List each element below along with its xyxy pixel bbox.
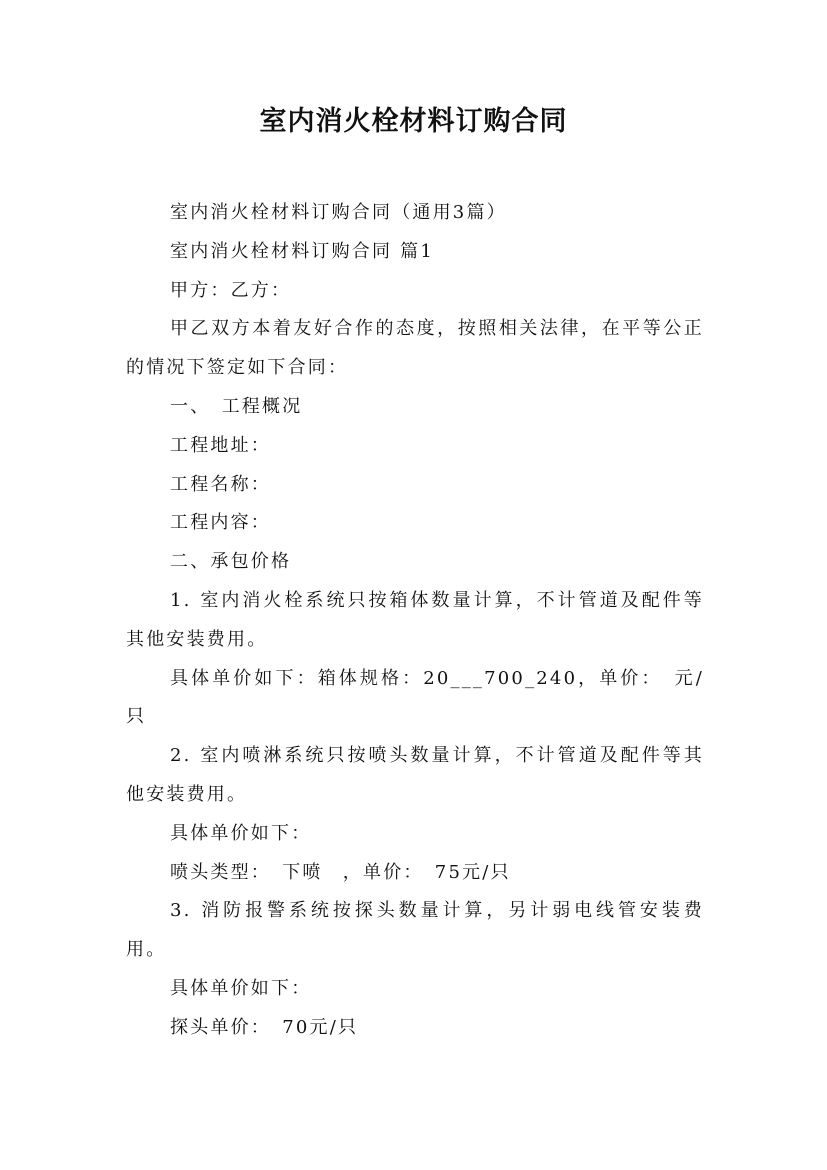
paragraph: 1. 室内消火栓系统只按箱体数量计算，不计管道及配件等其他安装费用。 [126, 589, 704, 650]
paragraph: 甲乙双方本着友好合作的态度，按照相关法律，在平等公正的情况下签定如下合同： [126, 318, 704, 379]
section-heading: 二、承包价格 [170, 551, 292, 573]
paragraph: 室内消火栓材料订购合同（通用3篇） [170, 202, 507, 223]
document-title: 室内消火栓材料订购合同 [259, 106, 568, 137]
paragraph: 室内消火栓材料订购合同 篇1 [170, 240, 434, 262]
section-heading: 一、 工程概况 [170, 395, 303, 417]
paragraph: 具体单价如下：箱体规格：20___700_240，单价： 元/只 [126, 667, 704, 728]
paragraph: 工程地址： [170, 434, 271, 456]
paragraph: 2. 室内喷淋系统只按喷头数量计算，不计管道及配件等其他安装费用。 [126, 745, 704, 805]
paragraph: 工程内容： [170, 512, 271, 534]
paragraph: 探头单价： 70元/只 [170, 1016, 359, 1038]
paragraph: 具体单价如下： [170, 977, 312, 999]
paragraph: 工程名称： [170, 473, 271, 495]
paragraph: 具体单价如下： [170, 822, 312, 844]
paragraph: 喷头类型： 下喷 ，单价： 75元/只 [170, 861, 511, 883]
document-body [126, 194, 704, 1048]
paragraph: 甲方：乙方： [170, 279, 292, 301]
paragraph: 3. 消防报警系统按探头数量计算，另计弱电线管安装费用。 [126, 900, 704, 961]
